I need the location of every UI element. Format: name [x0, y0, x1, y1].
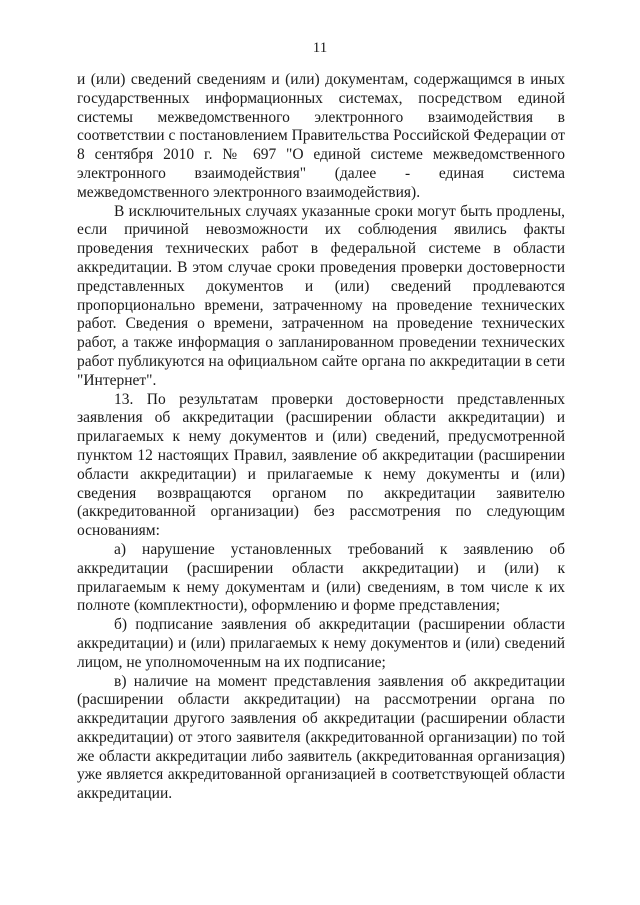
page-number: 11 — [312, 40, 328, 56]
paragraph-subitem-b: б) подписание заявления об аккредитации (расширении области аккредитации) и (или) прилагаемых к нему документов и (или) сведений лицом, не уполномоченным на их подписание; — [77, 616, 565, 671]
paragraph-extension-of-terms: В исключительных случаях указанные сроки могут быть продлены, если причиной невозможности их соблюдения явились факты проведения технических работ в федеральной системе в области аккредитации. В этом случае сроки проведения проверки достоверности представленных документов и (или) сведений продлеваются пропорционально времени, затраченному на проведение технических работ. Сведения о времени, затраченном на проведение технических работ, а также информация о запланированном проведении технических работ публикуются на официальном сайте органа по аккредитации в сети "Интернет". — [77, 202, 565, 389]
paragraph-subitem-a: а) нарушение установленных требований к заявлению об аккредитации (расширении области аккредитации) и (или) к прилагаемым к нему документам и (или) сведениям, в том числе к их полноте (комплектности), оформлению и форме представления; — [77, 540, 565, 615]
paragraph-continuation: и (или) сведений сведениям и (или) документам, содержащимся в иных государственных информационных системах, посредством единой системы межведомственного электронного взаимодействия в соответствии с постановлением Правительства Российской Федерации от 8 сентября 2010 г. № 697 "О единой системе межведомственного электронного взаимодействия" (далее - единая система межведомственного электронного взаимодействия). — [77, 71, 565, 201]
paragraph-subitem-v: в) наличие на момент представления заявления об аккредитации (расширении области аккредитации) на рассмотрении органа по аккредитации другого заявления об аккредитации (расширении области аккредитации) от этого заявителя (аккредитованной организации) по той же области аккредитации либо заявитель (аккредитованная организация) уже является аккредитованной организацией в соответствующей области аккредитации. — [77, 672, 565, 803]
paragraph-item-13: 13. По результатам проверки достоверности представленных заявления об аккредитации (расширении области аккредитации) и прилагаемых к нему документов и (или) сведений, предусмотренной пунктом 12 настоящих Правил, заявление об аккредитации (расширении области аккредитации) и прилагаемые к нему документы и (или) сведения возвращаются органом по аккредитации заявителю (аккредитованной организации) без рассмотрения по следующим основаниям: — [77, 390, 565, 540]
document-body — [77, 71, 565, 804]
